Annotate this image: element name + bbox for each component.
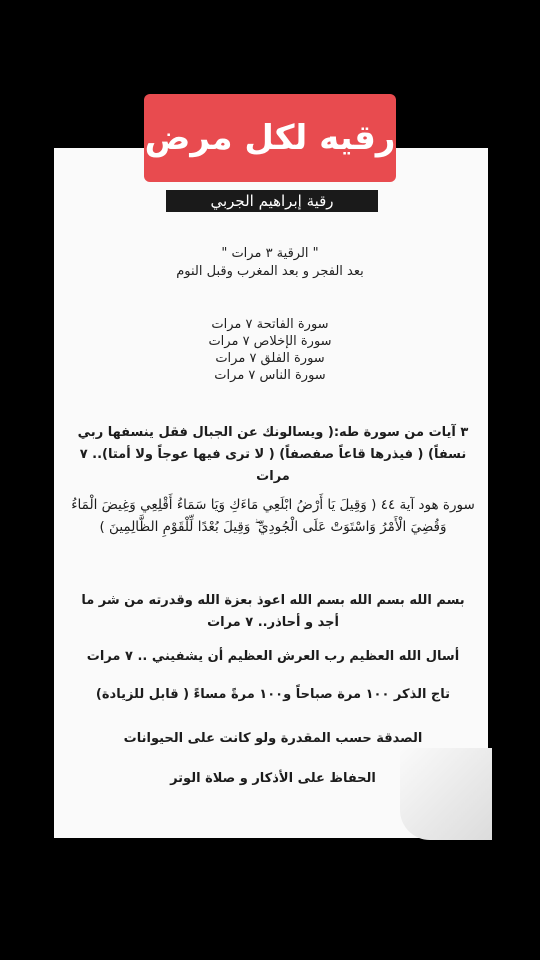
title-banner xyxy=(144,94,396,182)
hud-verse-paragraph: سورة هود آية ٤٤ ( وَقِيلَ يَا أَرْضُ ابْلَعِي مَاءَكِ وَيَا سَمَاءُ أَقْلِعِي وَغِيضَ الْمَاءُ وَقُضِيَ الْأَمْرُ وَاسْتَوَتْ عَلَى الْجُودِيِّ ۖ وَقِيلَ بُعْدًا لِّلْقَوْمِ الظَّالِمِينَ ) xyxy=(71,497,475,535)
page-curl xyxy=(400,748,492,840)
subtitle-strip xyxy=(166,190,378,212)
bismillah-paragraph: بسم الله بسم الله بسم الله اعوذ بعزة الله وقدرته من شر ما أجد و أحاذر.. ٧ مرات xyxy=(81,593,465,630)
surah-item: سورة الناس ٧ مرات xyxy=(214,368,326,383)
surah-list xyxy=(150,316,390,384)
surah-item: سورة الفلق ٧ مرات xyxy=(215,351,325,366)
sadaqa-paragraph: الصدقة حسب المقدرة ولو كانت على الحيوانات xyxy=(123,731,423,746)
banner-title: رقيه لكل مرض xyxy=(144,118,396,158)
dhikr-paragraph: تاج الذكر ١٠٠ مرة صباحاً و١٠٠ مرةً مساءً ( قابل للزيادة) xyxy=(95,687,451,702)
dua-paragraph: أسال الله العظيم رب العرش العظيم أن يشفيني .. ٧ مرات xyxy=(86,649,460,664)
ruqya-time-line: بعد الفجر و بعد المغرب وقبل النوم xyxy=(176,264,364,279)
ruqya-count-heading: " الرقية ٣ مرات " xyxy=(221,246,319,261)
surah-item: سورة الإخلاص ٧ مرات xyxy=(208,334,332,349)
surah-item: سورة الفاتحة ٧ مرات xyxy=(211,317,329,332)
subtitle-text: رقية إبراهيم الجربي xyxy=(210,192,334,210)
taha-verses-paragraph: ٣ آيات من سورة طه:( ويسالونك عن الجبال فقل ينسفها ربي نسفاً) ( فيذرها قاعاً صفصفاً) ( لا ترى فيها عوجاً ولا أمتا).. ٧ مرات xyxy=(77,425,469,484)
adhkar-paragraph: الحفاظ على الأذكار و صلاة الوتر xyxy=(170,771,376,786)
